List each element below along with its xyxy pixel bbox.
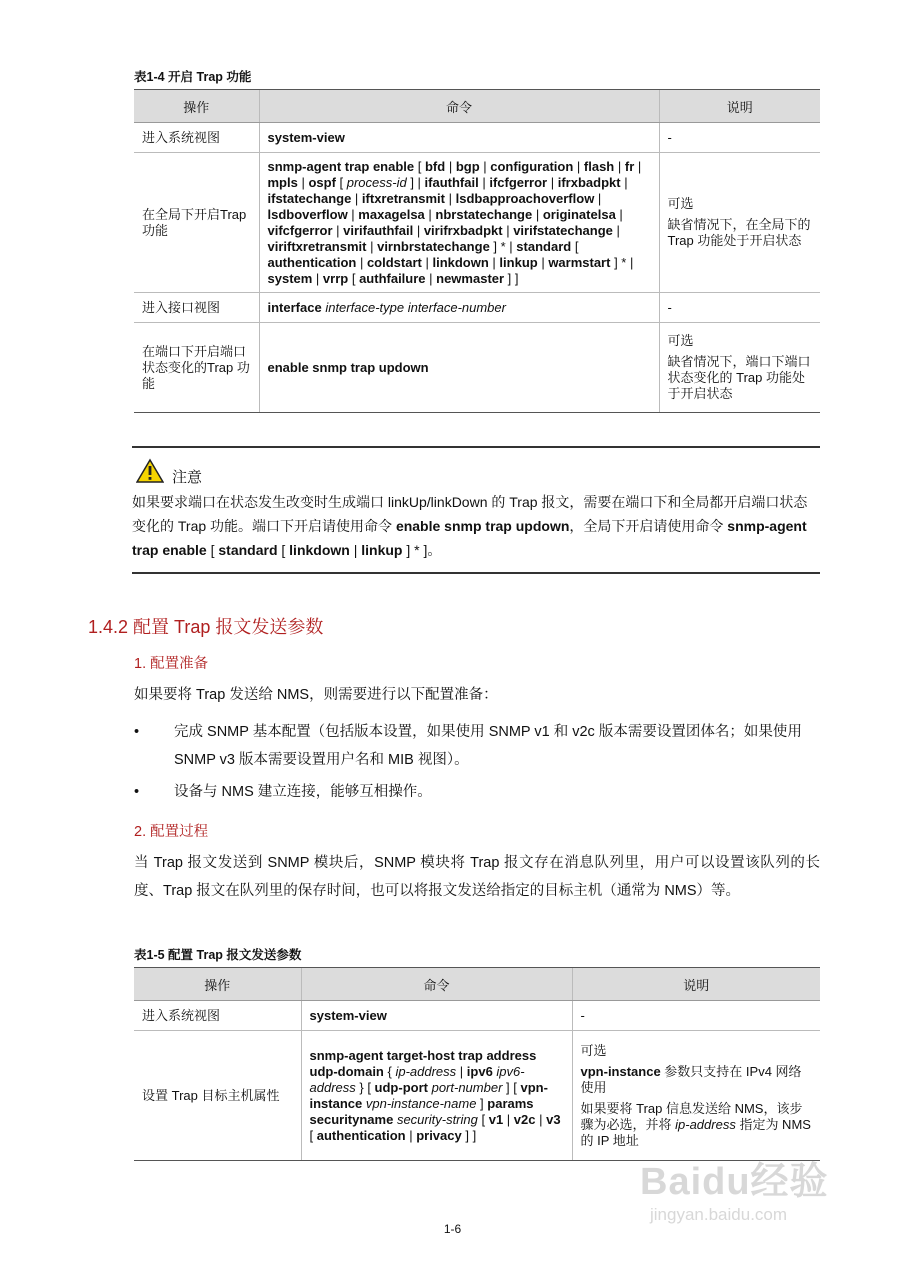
text-run: virifstatechange [513, 222, 613, 238]
desc-cell: - [572, 1001, 820, 1031]
text-run: ] * ]。 [402, 542, 442, 558]
baidu-watermark [640, 1150, 829, 1225]
desc-line: 可选 [667, 333, 694, 348]
cmd-cell [301, 1031, 572, 1161]
table-row [134, 1001, 820, 1031]
text-run: | [594, 190, 602, 206]
text-run: snmp-agent trap enable [267, 158, 418, 174]
text-run: vpn-instance-name [365, 1095, 477, 1111]
table2-header-op: 操作 [134, 968, 301, 1001]
text-run: ] * | [610, 254, 634, 270]
text-run: [ [477, 1111, 489, 1127]
text-run: ipv6-address [309, 1063, 525, 1095]
text-run: ，全局下开启请使用命令 [569, 518, 728, 534]
text-run: | [425, 270, 437, 286]
text-run: | [537, 254, 549, 270]
text-run: ifcfgerror [489, 174, 548, 190]
desc-cell [659, 323, 820, 413]
text-run: } [ [355, 1079, 375, 1095]
desc-line: 可选 [580, 1042, 607, 1058]
text-run: ifauthfail [424, 174, 479, 190]
table2-header-row [134, 968, 820, 1001]
text-run: vrrp [322, 270, 349, 286]
text-run: coldstart [366, 254, 422, 270]
text-run: [ [277, 542, 290, 558]
desc-line [581, 1064, 813, 1096]
text-run: | [634, 158, 642, 174]
text-run: snmp-agent target-host trap address udp-domain [309, 1047, 537, 1079]
text-run: authentication [316, 1127, 406, 1143]
desc-arg: ip-address [675, 1116, 736, 1132]
text-run: v3 [546, 1111, 561, 1127]
text-run: linkup [499, 254, 538, 270]
text-run: | [547, 174, 558, 190]
text-run: linkdown [432, 254, 489, 270]
text-run: | [297, 174, 309, 190]
table1-header-row [134, 90, 820, 123]
watermark-logo: Baidu经验 [640, 1161, 829, 1203]
text-run: enable snmp trap updown [395, 518, 570, 534]
text-run: ] [476, 1095, 488, 1111]
cmd-cell [259, 293, 659, 323]
text-run: params securityname [309, 1095, 534, 1127]
op-cell: 在全局下开启Trap 功能 [134, 153, 259, 293]
text-run: | [479, 158, 491, 174]
cmd-cell [259, 153, 659, 293]
prep-heading: 1. 配置准备 [134, 656, 209, 672]
table1 [134, 89, 820, 413]
text-run: warmstart [548, 254, 611, 270]
table1-header-op: 操作 [134, 90, 259, 123]
caution-box [132, 446, 820, 574]
bullet-dot: • [134, 784, 140, 800]
op-cell: 进入系统视图 [134, 1001, 301, 1031]
text-run: [ [206, 542, 219, 558]
text-run: authentication [267, 254, 357, 270]
prep-intro: 如果要将 Trap 发送给 NMS，则需要进行以下配置准备： [134, 687, 498, 703]
text-run: | [502, 222, 514, 238]
text-run: udp-port [374, 1079, 428, 1095]
desc-text: 如果要将 Trap 信息发送给 NMS，该步骤为必选，并将 [580, 1100, 803, 1132]
text-run: ipv6 [466, 1063, 493, 1079]
text-run: flash [583, 158, 615, 174]
text-run: | [421, 254, 433, 270]
table2 [134, 967, 820, 1161]
cmd-cell: enable snmp trap updown [259, 323, 659, 413]
watermark-url: jingyan.baidu.com [650, 1205, 788, 1224]
text-run: configuration [490, 158, 574, 174]
text-run: 如果要求端口在状态发生改变时生成端口 linkUp/linkDown 的 Trap 报文，需要在端口下和全局都开启端口状态变化的 Trap 功能。端口下开启请使用命令 [132, 494, 808, 534]
text-run: ospf [308, 174, 336, 190]
desc-line: 缺省情况下，端口下端口状态变化的 Trap 功能处于开启状态 [667, 354, 811, 401]
text-run: lsdbapproachoverflow [455, 190, 595, 206]
text-run: | [620, 174, 628, 190]
text-run: originatelsa [542, 206, 616, 222]
table-row [134, 323, 820, 413]
list-item [134, 718, 820, 774]
text-run: [ [309, 1127, 317, 1143]
op-cell: 进入接口视图 [134, 293, 259, 323]
text-run: fr [624, 158, 635, 174]
text-run: | [612, 222, 620, 238]
text-run: | [366, 238, 378, 254]
table-row [134, 293, 820, 323]
text-run: ] | [406, 174, 425, 190]
text-run: | [424, 206, 436, 222]
text-run: [ [417, 158, 425, 174]
text-run: iftxretransmit [361, 190, 445, 206]
text-run: | [332, 222, 344, 238]
table1-caption: 表1-4 开启 Trap 功能 [134, 70, 252, 84]
table1-header-cmd: 命令 [259, 90, 659, 123]
cmd-arg: interface-type interface-number [325, 299, 506, 315]
text-run: | [573, 158, 584, 174]
page-number: 1-6 [443, 1222, 462, 1236]
text-run: linkdown [289, 542, 350, 558]
text-run: v1 [488, 1111, 504, 1127]
warning-icon [136, 458, 164, 489]
text-run: | [456, 1063, 467, 1079]
text-run: | [503, 1111, 514, 1127]
text-run: | [535, 1111, 547, 1127]
text-run: | [478, 174, 490, 190]
text-run: ip-address [395, 1063, 457, 1079]
text-run: virnbrstatechange [377, 238, 490, 254]
desc-keyword: vpn-instance [580, 1063, 661, 1079]
text-run: system [267, 270, 313, 286]
text-run: virifrxbadpkt [423, 222, 503, 238]
cmd-cell: system-view [259, 123, 659, 153]
text-run: v2c [513, 1111, 536, 1127]
caution-title: 注意 [172, 469, 203, 486]
list-item [134, 778, 820, 806]
op-cell: 在端口下开启端口状态变化的Trap 功能 [134, 323, 259, 413]
op-cell: 设置 Trap 目标主机属性 [134, 1031, 301, 1161]
text-run: mpls [267, 174, 298, 190]
text-run: [ [348, 270, 360, 286]
cmd-cell: system-view [301, 1001, 572, 1031]
text-run: port-number [431, 1079, 503, 1095]
text-run: | [532, 206, 543, 222]
proc-heading: 2. 配置过程 [134, 824, 209, 840]
text-run: | [615, 206, 623, 222]
table2-caption: 表1-5 配置 Trap 报文发送参数 [134, 948, 302, 962]
desc-line: 缺省情况下，在全局下的 Trap 功能处于开启状态 [667, 217, 811, 248]
text-run: bgp [455, 158, 480, 174]
desc-line: 可选 [667, 196, 694, 211]
text-run: { [383, 1063, 396, 1079]
text-run: ifrxbadpkt [557, 174, 621, 190]
caution-text [132, 490, 820, 562]
text-run: | [356, 254, 367, 270]
text-run: standard [516, 238, 572, 254]
text-run: | [488, 254, 500, 270]
desc-cell [659, 153, 820, 293]
text-run: ifstatechange [267, 190, 352, 206]
text-run: ] [ [502, 1079, 521, 1095]
text-run: nbrstatechange [435, 206, 533, 222]
text-run: | [349, 542, 362, 558]
text-run: | [614, 158, 625, 174]
text-run: vpn-instance [309, 1079, 548, 1111]
text-run: maxagelsa [358, 206, 425, 222]
cmd-keyword: interface [267, 299, 322, 315]
text-run: process-id [346, 174, 407, 190]
text-run: lsdboverflow [267, 206, 348, 222]
text-run: newmaster [436, 270, 505, 286]
text-run: | [312, 270, 323, 286]
text-run: | [405, 1127, 417, 1143]
table2-header-desc: 说明 [572, 968, 820, 1001]
text-run: | [445, 190, 456, 206]
text-run: ] * | [489, 238, 517, 254]
text-run: ] ] [461, 1127, 477, 1143]
desc-cell: - [659, 123, 820, 153]
text-run: | [413, 222, 424, 238]
text-run: privacy [416, 1127, 462, 1143]
desc-line [581, 1101, 813, 1149]
text-run: [ [571, 238, 579, 254]
bullet-dot: • [134, 724, 140, 740]
text-run: | [347, 206, 359, 222]
text-run: bfd [424, 158, 446, 174]
desc-cell: - [659, 293, 820, 323]
text-run: authfailure [359, 270, 426, 286]
section-heading: 1.4.2 配置 Trap 报文发送参数 [88, 617, 324, 637]
text-run: linkup [361, 542, 403, 558]
text-run: security-string [396, 1111, 478, 1127]
text-run: | [445, 158, 456, 174]
desc-text: 指定为 NMS 的 IP 地址 [580, 1116, 811, 1148]
text-run: virifauthfail [343, 222, 414, 238]
proc-text: 当 Trap 报文发送到 SNMP 模块后，SNMP 模块将 Trap 报文存在消息队列里，用户可以设置该队列的长度、Trap 报文在队列里的保存时间，也可以将报文发送给指定的目标主机（通常为 NMS）等。 [134, 855, 820, 899]
table-row [134, 153, 820, 293]
text-run: snmp-agent trap enable [132, 518, 807, 558]
text-run: [ [335, 174, 347, 190]
op-cell: 进入系统视图 [134, 123, 259, 153]
bullet-text: 完成 SNMP 基本配置（包括版本设置，如果使用 SNMP v1 和 v2c 版本需要设置团体名；如果使用 SNMP v3 版本需要设置用户名和 MIB 视图）。 [174, 724, 802, 768]
bullet-text: 设备与 NMS 建立连接，能够互相操作。 [174, 784, 432, 800]
text-run: viriftxretransmit [267, 238, 367, 254]
desc-text: 参数只支持在 IPv4 网络使用 [580, 1063, 802, 1095]
text-run: ] ] [504, 270, 519, 286]
table1-header-desc: 说明 [659, 90, 820, 123]
table2-header-cmd: 命令 [301, 968, 572, 1001]
text-run: | [351, 190, 362, 206]
table-row [134, 1031, 820, 1161]
text-run: standard [218, 542, 278, 558]
desc-cell [572, 1031, 820, 1161]
text-run: vifcfgerror [267, 222, 333, 238]
table-row [134, 123, 820, 153]
